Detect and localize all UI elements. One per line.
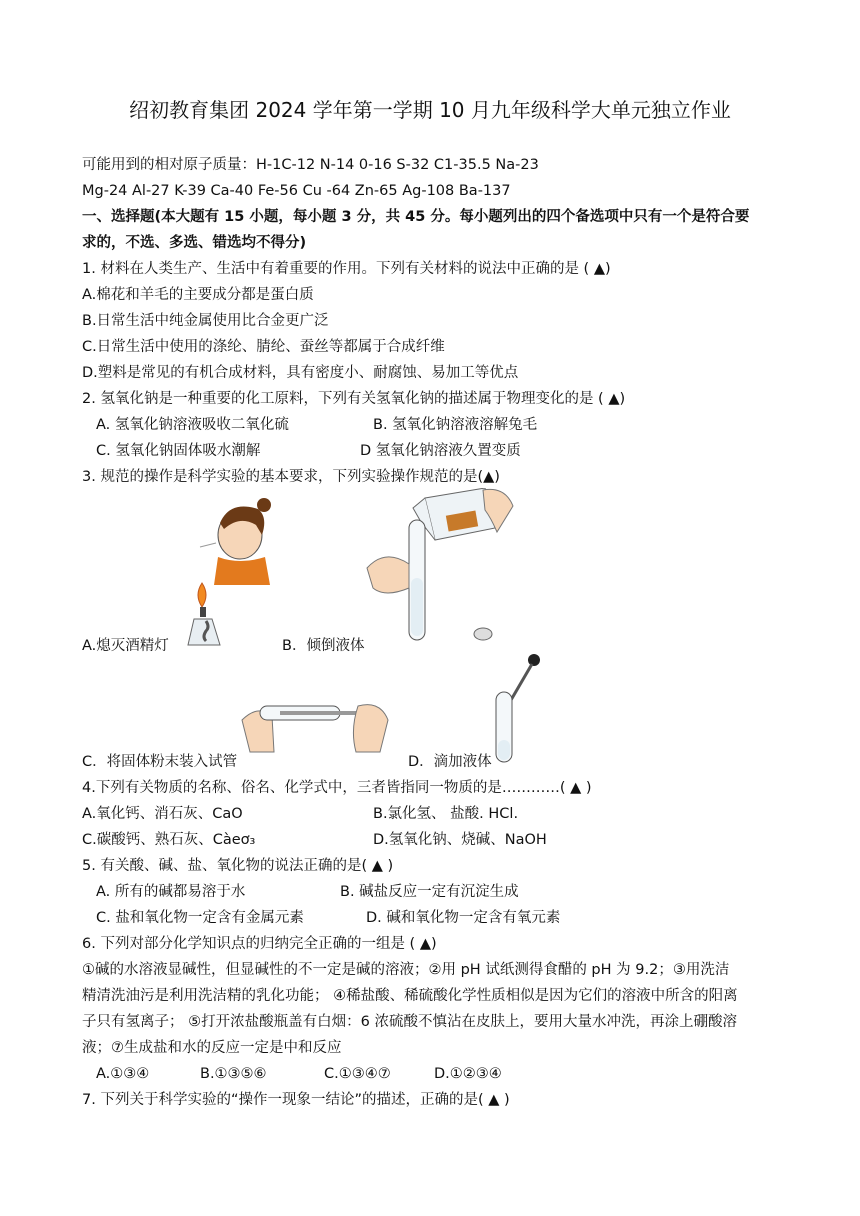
figure-blowing-out-alcohol-lamp	[180, 495, 280, 650]
q1-stem: 1. 材料在人类生产、生活中有着重要的作用。下列有关材料的说法中正确的是 ( ▲)	[82, 261, 611, 277]
page-title: 绍初教育集团 2024 学年第一学期 10 月九年级科学大单元独立作业	[129, 98, 731, 122]
q6-option-d: D.①②③④	[434, 1066, 502, 1082]
q1-option-a: A.棉花和羊毛的主要成分都是蛋白质	[82, 287, 314, 303]
q3-option-b: B．倾倒液体	[282, 638, 365, 654]
q6-stem: 6. 下列对部分化学知识点的归纳完全正确的一组是 ( ▲)	[82, 936, 437, 952]
figure-loading-powder	[240, 690, 390, 755]
q5-option-a: A. 所有的碱都易溶于水	[96, 884, 246, 900]
q3-stem: 3. 规范的操作是科学实验的基本要求，下列实验操作规范的是(▲)	[82, 469, 500, 485]
q2-option-a: A. 氢氧化钠溶液吸收二氧化硫	[96, 417, 289, 433]
figure-pouring-liquid	[365, 488, 520, 653]
q6-option-c: C.①③④⑦	[324, 1066, 391, 1082]
q1-option-d: D.塑料是常见的有机合成材料，具有密度小、耐腐蚀、易加工等优点	[82, 365, 519, 381]
q1-option-b: B.日常生活中纯金属使用比合金更广泛	[82, 313, 329, 329]
q6-body-line3: 子只有氢离子； ⑤打开浓盐酸瓶盖有白烟：6 浓硫酸不慎沾在皮肤上，要用大量水冲洗，再涂上硼酸溶	[82, 1014, 737, 1030]
q1-option-c: C.日常生活中使用的涤纶、腈纶、蚕丝等都属于合成纤维	[82, 339, 445, 355]
figure-dropper-test-tube	[490, 652, 550, 767]
q2-option-b: B. 氢氧化钠溶液溶解兔毛	[373, 417, 538, 433]
q4-option-b: B.氯化氢、 盐酸. HCl.	[373, 806, 519, 822]
q2-option-c: C. 氢氧化钠固体吸水潮解	[96, 443, 261, 459]
q6-option-b: B.①③⑤⑥	[200, 1066, 267, 1082]
q5-stem: 5. 有关酸、碱、盐、氧化物的说法正确的是( ▲ )	[82, 858, 394, 874]
q5-option-b: B. 碱盐反应一定有沉淀生成	[340, 884, 519, 900]
q3-option-d: D．滴加液体	[408, 754, 492, 770]
q4-option-a: A.氧化钙、消石灰、CaO	[82, 806, 243, 822]
q4-option-d: D.氢氧化钠、烧碱、NaOH	[373, 832, 547, 848]
q4-stem: 4.下列有关物质的名称、俗名、化学式中，三者皆指同一物质的是…………( ▲ )	[82, 780, 592, 796]
q3-option-c: C．将固体粉末装入试管	[82, 754, 238, 770]
atomic-masses-line1: 可能用到的相对原子质量：H-1C-12 N-14 0-16 S-32 C1-35.5 Na-23	[82, 157, 539, 173]
q2-option-d: D 氢氧化钠溶液久置变质	[360, 443, 521, 459]
q6-body-line1: ①碱的水溶液显碱性，但显碱性的不一定是碱的溶液；②用 pH 试纸测得食醋的 pH 为 9.2；③用洗洁	[82, 962, 730, 978]
q7-stem: 7. 下列关于科学实验的“操作一现象一结论”的描述，正确的是( ▲ )	[82, 1092, 510, 1108]
q3-option-a: A.熄灭酒精灯	[82, 638, 169, 654]
section-heading-line2: 求的，不选、多选、错选均不得分)	[82, 235, 307, 251]
q6-option-a: A.①③④	[96, 1066, 150, 1082]
atomic-masses-line2: Mg-24 Al-27 K-39 Ca-40 Fe-56 Cu -64 Zn-65 Ag-108 Ba-137	[82, 183, 511, 199]
q5-option-c: C. 盐和氧化物一定含有金属元素	[96, 910, 304, 926]
q2-stem: 2. 氢氧化钠是一种重要的化工原料，下列有关氢氧化钠的描述属于物理变化的是 ( ▲)	[82, 391, 626, 407]
q4-option-c: C.碳酸钙、熟石灰、Càeơ₃	[82, 832, 256, 848]
q5-option-d: D. 碱和氧化物一定含有氧元素	[366, 910, 561, 926]
section-heading-line1: 一、选择题(本大题有 15 小题，每小题 3 分，共 45 分。每小题列出的四个备选项中只有一个是符合要	[82, 209, 750, 225]
q6-body-line2: 精清洗油污是利用洗洁精的乳化功能； ④稀盐酸、稀硫酸化学性质相似是因为它们的溶液中所含的阳离	[82, 988, 738, 1004]
q6-body-line4: 液；⑦生成盐和水的反应一定是中和反应	[82, 1040, 342, 1056]
